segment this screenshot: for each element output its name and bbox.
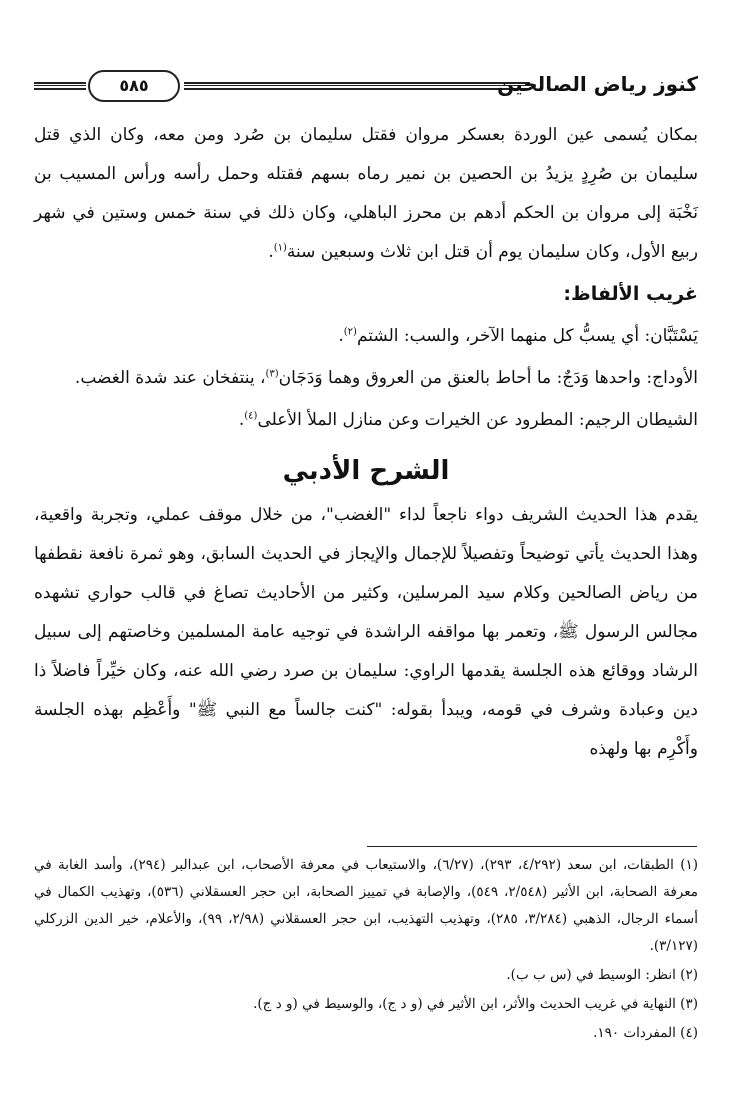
vocab-entry-tail: .	[238, 410, 245, 430]
footnote-3: (٣) النهاية في غريب الحديث والأثر، ابن الأثير في (و د ج)، والوسيط في (و د ج).	[253, 996, 698, 1012]
header-rule-right	[184, 82, 530, 90]
running-header	[34, 66, 698, 110]
footnote-ref-1: (١)	[273, 242, 287, 254]
footnotes	[34, 852, 698, 1047]
vocab-entry	[34, 316, 698, 356]
footnote-ref-2: (٢)	[343, 326, 357, 338]
page-content	[34, 116, 698, 769]
book-title: كنوز رياض الصالحين	[497, 72, 698, 96]
footnote-4: (٤) المفردات ١٩٠.	[593, 1025, 698, 1041]
footnote-ref-4: (٤)	[244, 410, 258, 422]
footnote-1: (١) الطبقات، ابن سعد (٤/٢٩٢، ٢٩٣)، (٦/٢٧)، والاستيعاب في معرفة الأصحاب، ابن عبدالبر (٢٩٤)، وأسد الغابة في معرفة الصحابة، ابن الأثير (٢/٥٤٨، ٥٤٩)، والإصابة في تمييز الصحابة، ابن حجر العسقلاني (٥٣٦)، وتهذيب الكمال في أسماء الرجال، الذهبي (٣/٢٨٤، ٢٨٥)، وتهذيب التهذيب، ابن حجر العسقلاني (٢/٩٨، ٩٩)، والأعلام، خير الدين الزركلي (٣/١٢٧).	[34, 857, 699, 954]
commentary-paragraph: يقدم هذا الحديث الشريف دواء ناجعاً لداء "الغضب"، من خلال موقف عملي، وتجربة واقعية، وهذا الحديث يأتي توضيحاً وتفصيلاً للإجمال والإيجاز في الحديث السابق، وهو ثمرة نافعة نقطفها من رياض الصالحين وكلام سيد المرسلين، وكثير من الأحاديث تصاغ في قالب حواري تشهده مجالس الرسول ﷺ، وتعمر بها مواقفه الراشدة في توجيه عامة المسلمين وخاصتهم إلى سبيل الرشاد ووقائع هذه الجلسة يقدمها الراوي: سليمان بن صرد رضي الله عنه، وكان خيِّراً فاضلاً ذا دين وعبادة وشرف في قومه، ويبدأ بقوله: "كنت جالساً مع النبي ﷺ" وأَعْظِم بهذه الجلسة وأَكْرِم بها ولهذه	[34, 505, 698, 759]
commentary-heading: الشرح الأدبي	[282, 456, 450, 486]
footnote-2: (٢) انظر: الوسيط في (س ب ب).	[506, 967, 698, 983]
vocab-entry-text: يَسْتَبَّان: أي يسبُّ كل منهما الآخر، والسب: الشتم	[356, 326, 698, 346]
header-rule-left	[34, 82, 86, 90]
vocab-entry-tail: ، ينتفخان عند شدة الغضب.	[74, 368, 266, 388]
footnote-ref-3: (٣)	[265, 368, 279, 380]
intro-paragraph-text: بمكان يُسمى عين الوردة بعسكر مروان فقتل سليمان بن صُرد ومن معه، وكان الذي قتل سليمان بن صُرِدٍ يزيدُ بن الحصين بن نمير رماه بسهم فقتله وحمل رأسه ورأس المسيب بن نَخْبَة إلى مروان بن الحكم أدهم بن محرز الباهلي، وكان ذلك في سنة خمس وستين في شهر ربيع الأول، وكان سليمان يوم أن قتل ابن ثلاث وسبعين سنة	[34, 125, 698, 262]
vocab-entry-text: الشيطان الرجيم: المطرود عن الخيرات وعن منازل الملأ الأعلى	[257, 410, 698, 430]
page-number: ٥٨٥	[88, 70, 180, 102]
intro-paragraph: بمكان يُسمى عين الوردة بعسكر مروان فقتل سليمان بن صُرد ومن معه، وكان الذي قتل سليمان بن صُرِدٍ يزيدُ بن الحصين بن نمير رماه بسهم فقتله وحمل رأسه ورأس المسيب بن نَخْبَة إلى مروان بن الحكم أدهم بن محرز الباهلي، وكان ذلك في سنة خمس وستين في شهر ربيع الأول، وكان سليمان يوم أن قتل ابن ثلاث وسبعين سنة$^{(١)}$.	[34, 125, 698, 262]
footnote-divider	[367, 846, 697, 847]
vocab-heading: غريب الألفاظ:	[563, 283, 698, 305]
vocab-entry-text: الأوداج: واحدها وَدَجٌ: ما أحاط بالعنق من العروق وهما وَدَجَان	[278, 368, 698, 388]
vocab-entry-tail: .	[338, 326, 344, 346]
vocab-entry	[34, 358, 698, 398]
vocab-entry	[34, 400, 698, 440]
